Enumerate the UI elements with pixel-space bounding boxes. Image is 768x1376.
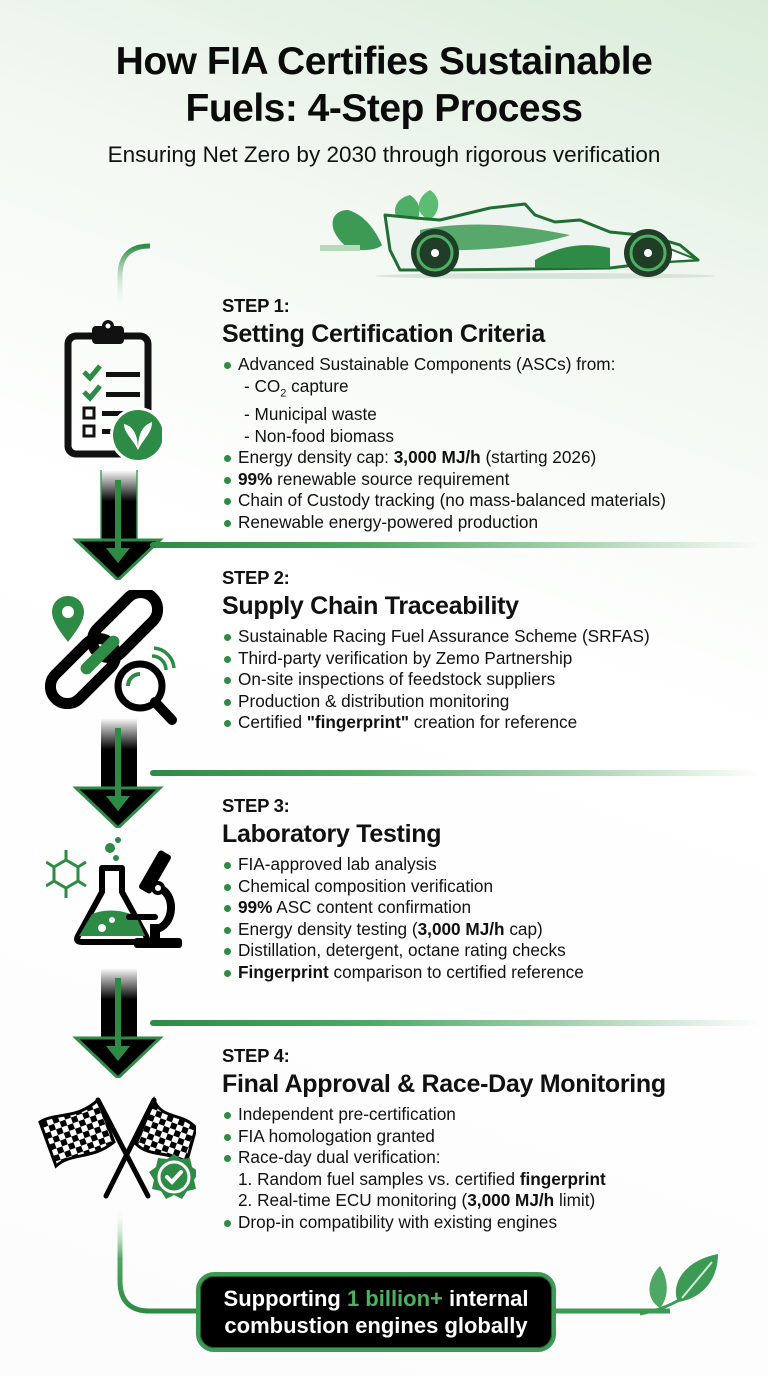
numbered-item: 1. Random fuel samples vs. certified fingerprint — [238, 1168, 606, 1189]
page-subtitle: Ensuring Net Zero by 2030 through rigorous verification — [107, 142, 661, 167]
title-line-2: Fuels: 4-Step Process — [185, 87, 583, 130]
bullet-item: Production & distribution monitoring — [222, 691, 762, 713]
step-label: STEP 2: — [222, 567, 290, 588]
step-3-bullets — [222, 854, 762, 983]
bullet-item: Sustainable Racing Fuel Assurance Scheme (SRFAS) — [222, 626, 762, 648]
bullet-item: Energy density testing (3,000 MJ/h cap) — [222, 919, 762, 941]
clipboard-checklist-leaf-icon — [62, 318, 162, 468]
step-1 — [222, 294, 762, 533]
step-2 — [222, 566, 762, 734]
title-line-1: How FIA Certifies Sustainable — [115, 40, 653, 83]
bullet-item: FIA homologation granted — [222, 1126, 762, 1148]
sub-item: - Municipal waste — [244, 404, 377, 425]
sub-item: - $CO_2$ capture — [244, 375, 349, 399]
bullet-item: Distillation, detergent, octane rating checks — [222, 940, 762, 962]
leaves-icon — [640, 1248, 730, 1318]
bullet-item: Fingerprint comparison to certified reference — [222, 962, 762, 984]
step-label: STEP 3: — [222, 795, 290, 816]
numbered-item: 2. Real-time ECU monitoring (3,000 MJ/h limit) — [238, 1190, 596, 1210]
down-arrow-icon — [68, 470, 168, 580]
step-title: Supply Chain Traceability — [222, 592, 519, 620]
step-1-bullets — [222, 354, 762, 533]
callout-highlight: 1 billion+ — [346, 1286, 443, 1311]
bullet-item: Independent pre-certification — [222, 1104, 762, 1126]
bullet-item: On-site inspections of feedstock suppliers — [222, 669, 762, 691]
step-divider — [150, 770, 760, 776]
step-divider — [150, 542, 760, 548]
bullet-item: Third-party verification by Zemo Partnership — [222, 648, 762, 670]
bullet-item: Renewable energy-powered production — [222, 512, 762, 534]
sub-item: - Non-food biomass — [244, 425, 394, 446]
chain-link-magnifier-icon — [40, 590, 180, 730]
step-title: Final Approval & Race-Day Monitoring — [222, 1070, 666, 1098]
bullet-item: FIA-approved lab analysis — [222, 854, 762, 876]
callout-box — [196, 1272, 556, 1352]
bullet-item: Chain of Custody tracking (no mass-balanced materials) — [222, 490, 762, 512]
flask-microscope-icon — [46, 836, 186, 956]
step-title: Setting Certification Criteria — [222, 320, 545, 348]
bullet-item: 99% ASC content confirmation — [222, 897, 762, 919]
callout-line-2: combustion engines globally — [224, 1313, 528, 1338]
step-3 — [222, 794, 762, 983]
page-title — [0, 38, 768, 132]
bullet-item: Energy density cap: 3,000 MJ/h (starting 2026) — [222, 447, 762, 469]
step-label: STEP 4: — [222, 1045, 290, 1066]
step-label: STEP 1: — [222, 295, 290, 316]
step-2-bullets — [222, 626, 762, 734]
bullet-item: Race-day dual verification: — [222, 1147, 762, 1169]
bullet-item: 99% renewable source requirement — [222, 469, 762, 491]
step-divider — [150, 1020, 760, 1026]
bullet-item: Advanced Sustainable Components (ASCs) from: — [222, 354, 762, 376]
bullet-item: Chemical composition verification — [222, 876, 762, 898]
step-title: Laboratory Testing — [222, 820, 442, 848]
callout-line-1: Supporting 1 billion+ internal — [223, 1286, 529, 1311]
bullet-item: Certified "fingerprint" creation for reference — [222, 712, 762, 734]
bullet-item: Drop-in compatibility with existing engines — [222, 1212, 762, 1234]
race-car-leaf-icon — [320, 190, 720, 290]
